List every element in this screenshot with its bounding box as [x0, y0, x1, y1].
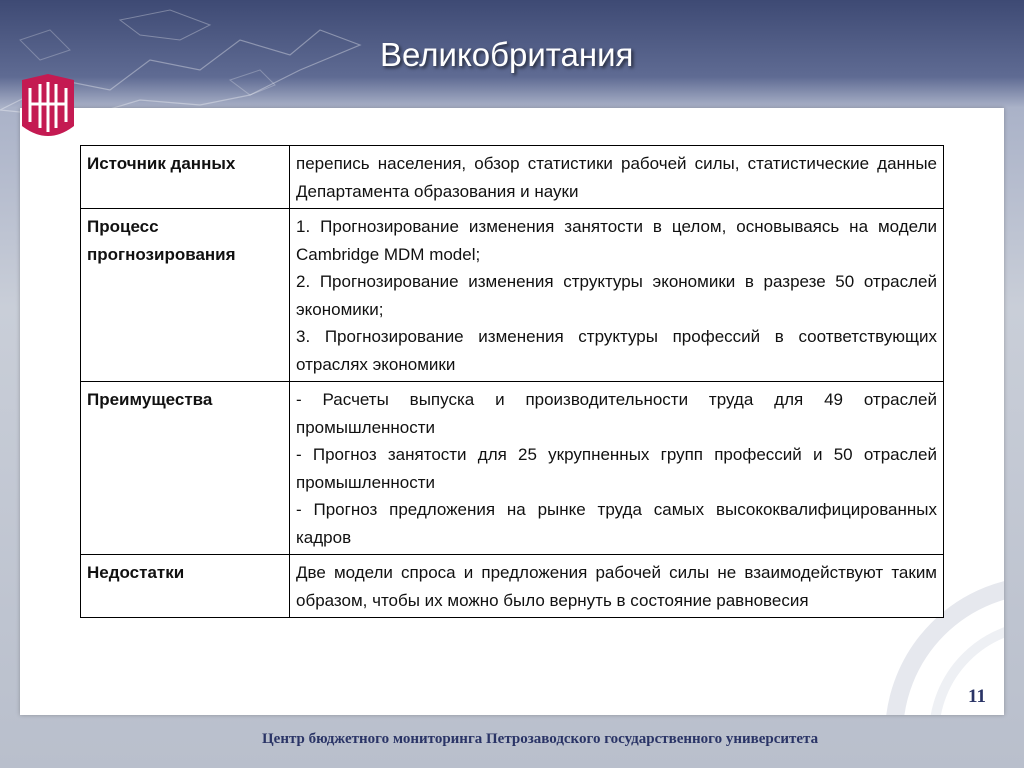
university-logo-icon: [20, 74, 76, 146]
table-row: [81, 209, 944, 382]
row-value-line: - Расчеты выпуска и производительности труда для 49 отраслей промышленности: [296, 390, 937, 437]
table-row: [81, 382, 944, 555]
table-row: [81, 146, 944, 209]
row-value: [290, 146, 944, 209]
table-row: [81, 555, 944, 618]
row-label: Преимущества: [81, 382, 290, 555]
info-table: [80, 145, 944, 618]
row-label: Процесс прогнозирования: [81, 209, 290, 382]
row-value-line: 1. Прогнозирование изменения занятости в целом, основываясь на модели Cambridge MDM model;: [296, 217, 937, 264]
row-value: [290, 555, 944, 618]
row-value-line: - Прогноз предложения на рынке труда самых высококвалифицированных кадров: [296, 500, 937, 547]
row-value: [290, 382, 944, 555]
row-value-line: 3. Прогнозирование изменения структуры профессий в соответствующих отраслях экономики: [296, 327, 937, 374]
page-number: 11: [968, 686, 986, 707]
row-label: Недостатки: [81, 555, 290, 618]
row-label: Источник данных: [81, 146, 290, 209]
row-value-line: Две модели спроса и предложения рабочей силы не взаимодействуют таким образом, чтобы их можно было вернуть в состояние равновесия: [296, 563, 937, 610]
footer-text: Центр бюджетного мониторинга Петрозаводского государственного университета: [262, 731, 819, 747]
slide-title: Великобритания: [380, 36, 634, 73]
row-value: [290, 209, 944, 382]
row-value-line: - Прогноз занятости для 25 укрупненных групп профессий и 50 отраслей промышленности: [296, 445, 937, 492]
row-value-line: 2. Прогнозирование изменения структуры экономики в разрезе 50 отраслей экономики;: [296, 272, 937, 319]
row-value-line: перепись населения, обзор статистики рабочей силы, статистические данные Департамента образования и науки: [296, 154, 937, 201]
